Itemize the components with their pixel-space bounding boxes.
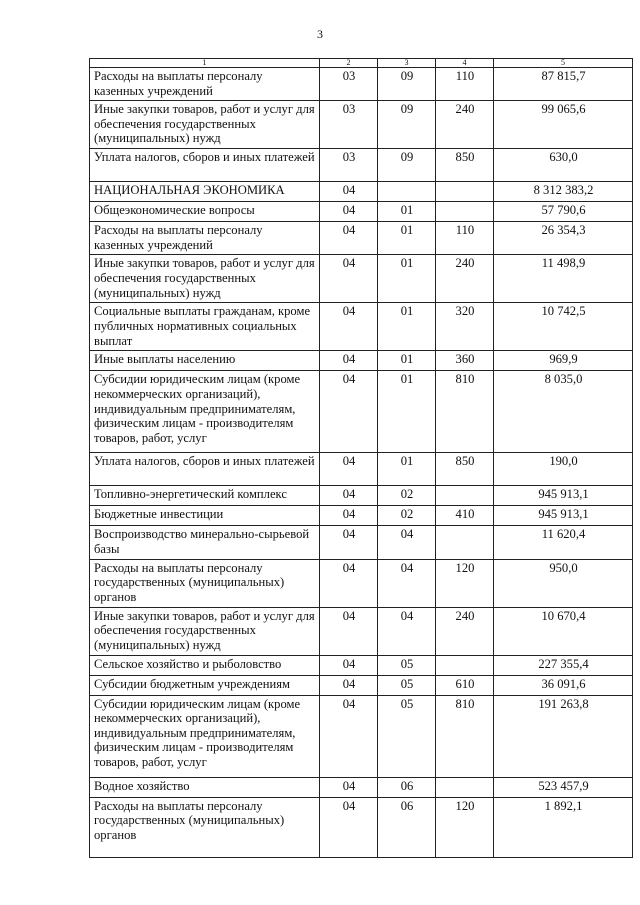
table-row [90,695,633,777]
expense-type-cell: 810 [436,371,494,453]
expense-type-cell [436,182,494,202]
subsection-code-cell: 09 [378,101,436,149]
subsection-code-cell: 01 [378,453,436,486]
expense-type-cell: 810 [436,695,494,777]
subsection-code-cell: 04 [378,526,436,559]
row-name-cell: Уплата налогов, сборов и иных платежей [90,149,320,182]
row-name-cell: Воспроизводство минерально-сырьевой базы [90,526,320,559]
section-code-cell: 04 [320,559,378,607]
amount-cell: 99 065,6 [494,101,633,149]
amount-cell: 1 892,1 [494,797,633,857]
row-name-cell: Иные закупки товаров, работ и услуг для обеспечения государственных (муниципальных) нужд [90,607,320,655]
subsection-code-cell: 02 [378,486,436,506]
amount-cell: 523 457,9 [494,777,633,797]
table-row [90,222,633,255]
row-name-cell: Иные выплаты населению [90,351,320,371]
table-row [90,607,633,655]
section-code-cell: 04 [320,486,378,506]
row-name-cell: Субсидии юридическим лицам (кроме некоммерческих организаций), индивидуальным предпринимателям, физическим лицам - производителям товаров, работ, услуг [90,371,320,453]
table-row [90,777,633,797]
section-code-cell: 03 [320,101,378,149]
table-row [90,797,633,857]
subsection-code-cell: 06 [378,777,436,797]
amount-cell: 8 312 383,2 [494,182,633,202]
subsection-code-cell: 01 [378,351,436,371]
section-code-cell: 03 [320,149,378,182]
expense-type-cell [436,486,494,506]
table-row [90,303,633,351]
amount-cell: 191 263,8 [494,695,633,777]
row-name-cell: Иные закупки товаров, работ и услуг для обеспечения государственных (муниципальных) нужд [90,101,320,149]
subsection-code-cell: 01 [378,255,436,303]
subsection-code-cell: 05 [378,675,436,695]
section-code-cell: 04 [320,797,378,857]
row-name-cell: Социальные выплаты гражданам, кроме публичных нормативных социальных выплат [90,303,320,351]
section-code-cell: 04 [320,182,378,202]
column-number: 2 [320,59,378,68]
expense-type-cell: 240 [436,101,494,149]
row-name-cell: Расходы на выплаты персоналу казенных учреждений [90,222,320,255]
section-code-cell: 04 [320,777,378,797]
subsection-code-cell: 04 [378,607,436,655]
section-code-cell: 03 [320,68,378,101]
subsection-code-cell: 01 [378,222,436,255]
section-code-cell: 04 [320,675,378,695]
expense-type-cell: 110 [436,222,494,255]
expense-type-cell [436,202,494,222]
row-name-cell: Субсидии бюджетным учреждениям [90,675,320,695]
section-code-cell: 04 [320,371,378,453]
section-code-cell: 04 [320,202,378,222]
table-row [90,526,633,559]
column-number: 4 [436,59,494,68]
column-number: 3 [378,59,436,68]
subsection-code-cell: 04 [378,559,436,607]
row-name-cell: Расходы на выплаты персоналу казенных учреждений [90,68,320,101]
row-name-cell: Субсидии юридическим лицам (кроме некоммерческих организаций), индивидуальным предпринимателям, физическим лицам - производителям товаров, работ, услуг [90,695,320,777]
column-number-row [90,59,633,68]
amount-cell: 10 670,4 [494,607,633,655]
table-row [90,486,633,506]
amount-cell: 36 091,6 [494,675,633,695]
amount-cell: 57 790,6 [494,202,633,222]
expense-type-cell: 110 [436,68,494,101]
row-name-cell: НАЦИОНАЛЬНАЯ ЭКОНОМИКА [90,182,320,202]
amount-cell: 630,0 [494,149,633,182]
amount-cell: 87 815,7 [494,68,633,101]
section-code-cell: 04 [320,506,378,526]
section-code-cell: 04 [320,695,378,777]
subsection-code-cell: 01 [378,202,436,222]
section-code-cell: 04 [320,222,378,255]
row-name-cell: Расходы на выплаты персоналу государственных (муниципальных) органов [90,797,320,857]
expense-type-cell: 410 [436,506,494,526]
amount-cell: 969,9 [494,351,633,371]
amount-cell: 227 355,4 [494,655,633,675]
table-row [90,453,633,486]
expense-type-cell: 240 [436,607,494,655]
section-code-cell: 04 [320,303,378,351]
section-code-cell: 04 [320,453,378,486]
expense-type-cell [436,526,494,559]
section-code-cell: 04 [320,255,378,303]
amount-cell: 8 035,0 [494,371,633,453]
table-row [90,182,633,202]
expense-type-cell [436,655,494,675]
expense-type-cell: 850 [436,149,494,182]
subsection-code-cell: 02 [378,506,436,526]
subsection-code-cell [378,182,436,202]
amount-cell: 26 354,3 [494,222,633,255]
table-row [90,371,633,453]
expense-type-cell: 360 [436,351,494,371]
amount-cell: 11 620,4 [494,526,633,559]
budget-table [89,58,633,858]
amount-cell: 11 498,9 [494,255,633,303]
section-code-cell: 04 [320,607,378,655]
table-row [90,655,633,675]
table-row [90,202,633,222]
row-name-cell: Сельское хозяйство и рыболовство [90,655,320,675]
column-number: 1 [90,59,320,68]
row-name-cell: Топливно-энергетический комплекс [90,486,320,506]
subsection-code-cell: 01 [378,303,436,351]
row-name-cell: Бюджетные инвестиции [90,506,320,526]
subsection-code-cell: 09 [378,68,436,101]
row-name-cell: Общеэкономические вопросы [90,202,320,222]
amount-cell: 10 742,5 [494,303,633,351]
column-number: 5 [494,59,633,68]
expense-type-cell: 320 [436,303,494,351]
expense-type-cell: 120 [436,797,494,857]
row-name-cell: Расходы на выплаты персоналу государственных (муниципальных) органов [90,559,320,607]
subsection-code-cell: 05 [378,695,436,777]
subsection-code-cell: 01 [378,371,436,453]
table-row [90,101,633,149]
section-code-cell: 04 [320,655,378,675]
subsection-code-cell: 05 [378,655,436,675]
table-row [90,149,633,182]
section-code-cell: 04 [320,351,378,371]
subsection-code-cell: 06 [378,797,436,857]
expense-type-cell: 850 [436,453,494,486]
table-row [90,675,633,695]
amount-cell: 190,0 [494,453,633,486]
section-code-cell: 04 [320,526,378,559]
page-number: 3 [317,27,323,41]
row-name-cell: Уплата налогов, сборов и иных платежей [90,453,320,486]
row-name-cell: Водное хозяйство [90,777,320,797]
amount-cell: 945 913,1 [494,486,633,506]
table-row [90,506,633,526]
row-name-cell: Иные закупки товаров, работ и услуг для обеспечения государственных (муниципальных) нужд [90,255,320,303]
table-row [90,68,633,101]
expense-type-cell: 120 [436,559,494,607]
amount-cell: 945 913,1 [494,506,633,526]
table-row [90,255,633,303]
amount-cell: 950,0 [494,559,633,607]
table-row [90,351,633,371]
expense-type-cell: 240 [436,255,494,303]
table-row [90,559,633,607]
subsection-code-cell: 09 [378,149,436,182]
expense-type-cell [436,777,494,797]
expense-type-cell: 610 [436,675,494,695]
